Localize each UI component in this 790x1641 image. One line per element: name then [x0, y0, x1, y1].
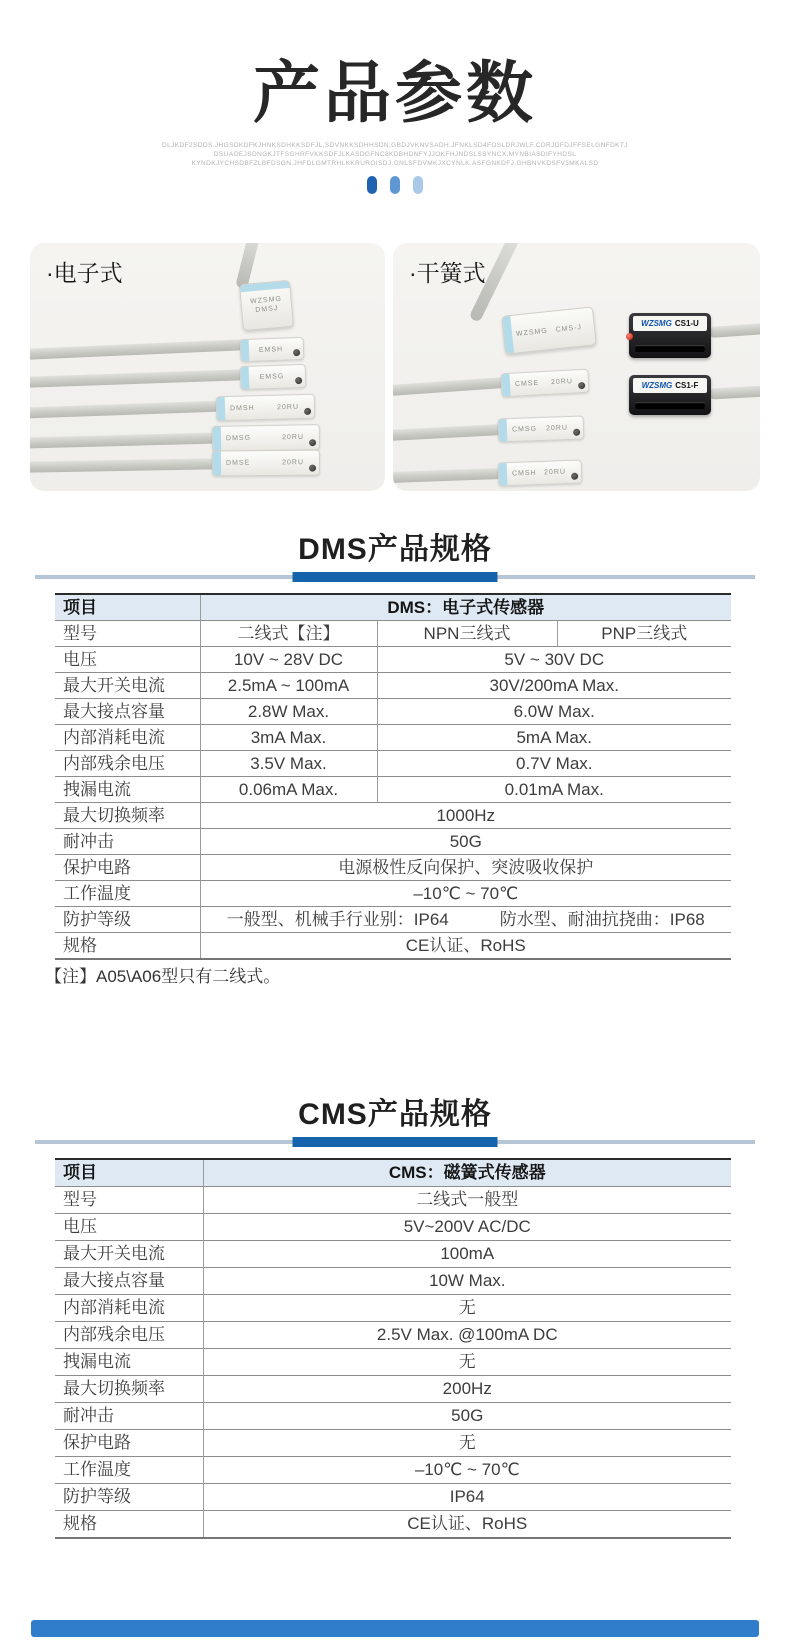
table-row: 最大切换频率 200Hz: [55, 1376, 731, 1403]
table-row: 规格 CE认证、RoHS: [55, 933, 731, 960]
sensor-cmsg: CMSG 20RU: [498, 416, 585, 443]
table-row: 最大开关电流 100mA: [55, 1241, 731, 1268]
table-row: 内部消耗电流 3mA Max. 5mA Max.: [55, 725, 731, 751]
table-row: 拽漏电流 无: [55, 1349, 731, 1376]
sensor-cap: [213, 427, 221, 451]
table-row: 防护等级 IP64: [55, 1484, 731, 1511]
table-row: 最大接点容量 2.8W Max. 6.0W Max.: [55, 699, 731, 725]
sensor-cap: [241, 367, 250, 389]
sensor-cs1f: [629, 375, 711, 415]
cable: [30, 369, 246, 388]
sensor-dmse: DMSE 20RU: [212, 450, 320, 477]
table-header-row: 项目 DMS：电子式传感器: [55, 594, 731, 621]
sensor-cmse: CMSE 20RU: [500, 369, 589, 398]
table-row: 型号 二线式【注】 NPN三线式 PNP三线式: [55, 621, 731, 647]
sensor-cmsh: CMSH 20RU: [498, 460, 583, 487]
table-row: 最大开关电流 2.5mA ~ 100mA 30V/200mA Max.: [55, 673, 731, 699]
table-row: 最大接点容量 10W Max.: [55, 1268, 731, 1295]
sensor-label-strip: WZSMG CS1-U: [633, 316, 707, 331]
sensor-cap: [499, 419, 508, 441]
cable: [30, 458, 218, 472]
cms-underline: [35, 1137, 755, 1147]
reed-type-photo: [393, 243, 760, 491]
screw-icon: [309, 439, 316, 446]
subtitle-line: DLJKDF2SDDS.JHGSDKDFKJHNKSDHKKSDFJL,SDVNKKSDHHSDN,GBDJVKNVSADH.JFNKLSD4FOSLDRJWLF.CDRJDFDJFFSELGNFDKTJ: [162, 142, 628, 149]
sensor-cs1u: [629, 313, 711, 358]
dms-spec-table: [55, 593, 731, 960]
screw-icon: [293, 349, 300, 356]
table-row: 规格 CE认证、RoHS: [55, 1511, 731, 1539]
sensor-dmsj: WZSMG DMSJ: [239, 280, 294, 331]
underline-dark: [293, 1137, 498, 1147]
electronic-type-label: ·电子式: [46, 260, 123, 286]
sensor-cap: [217, 397, 226, 420]
footer-divider-bar: [31, 1620, 759, 1637]
table-row: 最大切换频率 1000Hz: [55, 803, 731, 829]
table-row: 工作温度 –10℃ ~ 70℃: [55, 1457, 731, 1484]
cable: [30, 339, 246, 360]
cms-section-title: CMS产品规格: [298, 1098, 492, 1131]
sensor-cap: [240, 281, 289, 292]
dot-icon: [413, 176, 423, 194]
mounting-groove: [635, 345, 705, 352]
cable: [30, 401, 222, 419]
table-row: 型号 二线式一般型: [55, 1187, 731, 1214]
table-row: 保护电路 电源极性反向保护、突波吸收保护: [55, 855, 731, 881]
cable: [393, 424, 503, 441]
table-row: 电压 10V ~ 28V DC 5V ~ 30V DC: [55, 647, 731, 673]
table-row: 拽漏电流 0.06mA Max. 0.01mA Max.: [55, 777, 731, 803]
sensor-label-strip: WZSMG CS1-F: [633, 378, 707, 393]
table-row: 工作温度 –10℃ ~ 70℃: [55, 881, 731, 907]
screw-icon: [295, 377, 302, 384]
table-row: 防护等级 一般型、机械手行业别：IP64 防水型、耐油抗挠曲：IP68: [55, 907, 731, 933]
cable: [709, 385, 760, 399]
sensor-emsg: EMSG: [240, 364, 307, 390]
decorative-dots: [0, 176, 790, 194]
dot-icon: [367, 176, 377, 194]
table-row: 内部残余电压 2.5V Max. @100mA DC: [55, 1322, 731, 1349]
cable: [393, 377, 507, 396]
sensor-cap: [501, 374, 510, 396]
table-row: 内部残余电压 3.5V Max. 0.7V Max.: [55, 751, 731, 777]
table-row: 电压 5V~200V AC/DC: [55, 1214, 731, 1241]
sensor-emsh: EMSH: [240, 337, 305, 362]
table-row: 耐冲击 50G: [55, 1403, 731, 1430]
electronic-type-photo: [30, 243, 385, 491]
page-title: 产品参数: [253, 54, 537, 132]
sensor-cmsj: WZSMG CMS-J: [501, 306, 597, 354]
screw-icon: [578, 382, 585, 389]
table-row: 保护电路 无: [55, 1430, 731, 1457]
led-indicator: [626, 333, 633, 340]
reed-type-label: ·干簧式: [409, 260, 486, 286]
table-header-row: 项目 CMS：磁簧式传感器: [55, 1159, 731, 1187]
underline-dark: [293, 572, 498, 582]
dot-icon: [390, 176, 400, 194]
sensor-cap: [499, 463, 508, 485]
cms-spec-table: [55, 1158, 731, 1539]
screw-icon: [571, 473, 578, 480]
table-row: 耐冲击 50G: [55, 829, 731, 855]
sensor-dmsh: DMSH 20RU: [216, 394, 316, 422]
sensor-cap: [213, 451, 221, 475]
sensor-cap: [241, 340, 250, 361]
screw-icon: [573, 429, 580, 436]
dms-underline: [35, 572, 755, 582]
dms-section-title: DMS产品规格: [298, 533, 492, 566]
cable: [393, 468, 503, 483]
dms-note: 【注】A05\A06型只有二线式。: [45, 967, 281, 986]
cable: [709, 323, 760, 338]
cable: [30, 432, 218, 448]
subtitle-line: DSUAOEJSDNGKJTFSGHRFVKKSDFJLKASDGFNC8KDBHDNFYJJOKFHJNDSLSSYNCX,MYNBIASDIFYHDSL: [213, 151, 577, 158]
sensor-dmsg: DMSG 20RU: [212, 424, 320, 452]
screw-icon: [304, 408, 311, 415]
table-row: 内部消耗电流 无: [55, 1295, 731, 1322]
screw-icon: [309, 465, 316, 472]
subtitle-text: [115, 141, 675, 168]
subtitle-line: KYNDKJYCHSDBFZLBFDSGN.JHFDLGMTRHLKKRUROISDJ.GNLSFDVMKJXCYNLK,ASFGNKDFJ.GHBNVKDSFV3MKALSD: [191, 160, 599, 167]
mounting-groove: [635, 402, 705, 409]
